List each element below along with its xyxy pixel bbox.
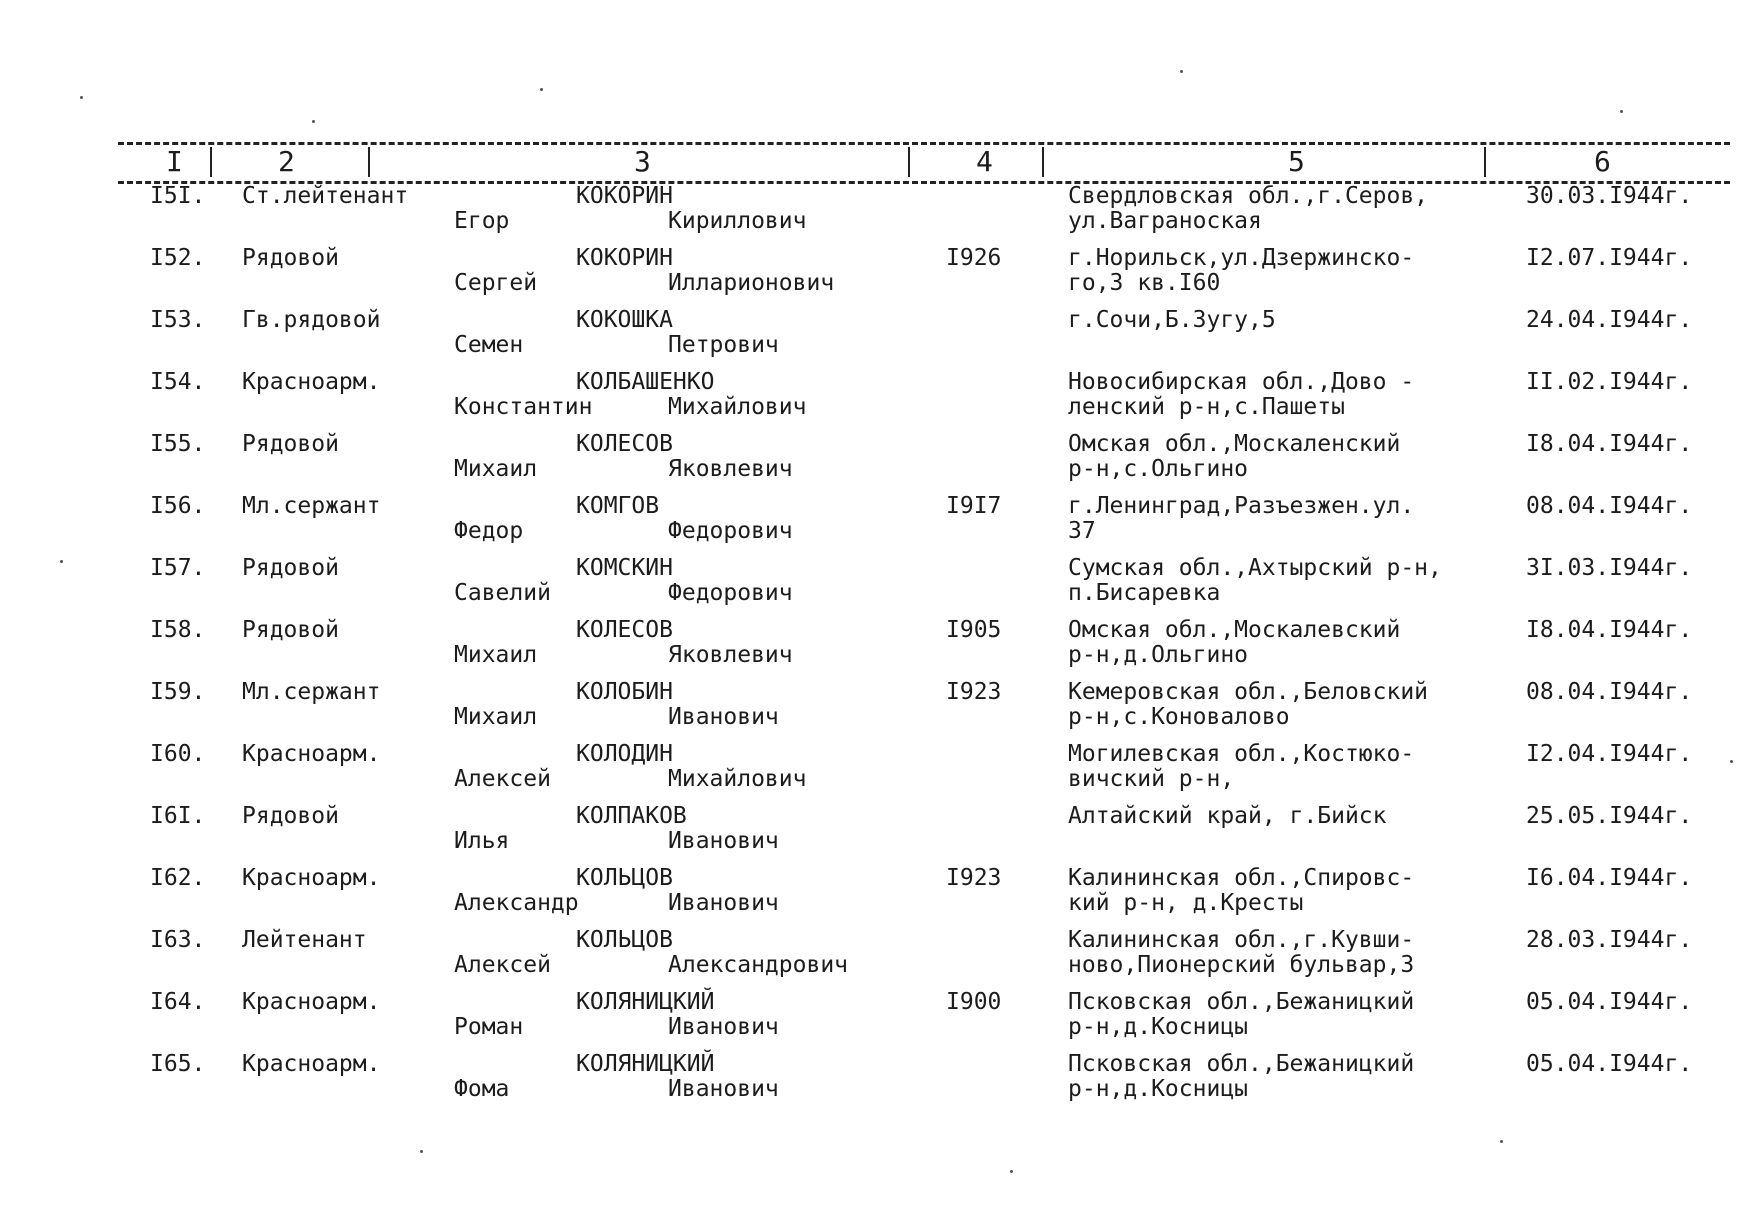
column-divider	[368, 147, 370, 177]
record-rank: Рядовой	[242, 803, 339, 829]
record-date: I8.04.I944г.	[1526, 617, 1693, 643]
record-number: I60.	[150, 741, 206, 767]
record-rank: Красноарм.	[242, 1051, 381, 1077]
record-row	[0, 246, 1748, 308]
record-number: I58.	[150, 617, 206, 643]
record-address-line2: ул.Ваграноская	[1068, 208, 1262, 234]
record-date: II.02.I944г.	[1526, 369, 1693, 395]
record-given-name: Михаил	[454, 642, 538, 668]
scan-speck	[420, 1150, 423, 1153]
record-date: I2.04.I944г.	[1526, 741, 1693, 767]
record-given-name: Алексей	[454, 952, 551, 978]
record-rank: Мл.сержант	[242, 493, 381, 519]
record-birth-year: I905	[946, 617, 1002, 643]
record-number: I6I.	[150, 803, 206, 829]
record-number: I55.	[150, 431, 206, 457]
record-address-line2: кий р-н, д.Кресты	[1068, 890, 1304, 916]
record-patronymic: Иванович	[668, 828, 779, 854]
record-patronymic: Федорович	[668, 518, 793, 544]
record-address-line2: го,3 кв.I60	[1068, 270, 1221, 296]
scan-speck	[1620, 110, 1623, 113]
record-date: 28.03.I944г.	[1526, 927, 1693, 953]
record-address-line1: г.Сочи,Б.Зугу,5	[1068, 307, 1276, 333]
record-given-name: Егор	[454, 208, 510, 234]
record-birth-year: I9I7	[946, 493, 1002, 519]
record-row	[0, 370, 1748, 432]
record-number: I64.	[150, 989, 206, 1015]
record-row	[0, 1052, 1748, 1114]
column-header-4: 4	[976, 145, 993, 178]
record-number: I65.	[150, 1051, 206, 1077]
record-given-name: Фома	[454, 1076, 510, 1102]
record-patronymic: Яковлевич	[668, 642, 793, 668]
column-header-1: I	[166, 145, 183, 178]
record-birth-year: I923	[946, 679, 1002, 705]
record-row	[0, 928, 1748, 990]
record-surname: КОЛЯНИЦКИЙ	[576, 989, 715, 1015]
record-rank: Красноарм.	[242, 865, 381, 891]
record-date: 25.05.I944г.	[1526, 803, 1693, 829]
column-divider	[908, 147, 910, 177]
record-number: I56.	[150, 493, 206, 519]
record-given-name: Илья	[454, 828, 510, 854]
record-address-line2: р-н,д.Ольгино	[1068, 642, 1249, 668]
record-given-name: Михаил	[454, 456, 538, 482]
record-row	[0, 494, 1748, 556]
record-row	[0, 680, 1748, 742]
record-address-line2: р-н,д.Косницы	[1068, 1076, 1249, 1102]
record-surname: КОКОРИН	[576, 183, 673, 209]
record-date: 08.04.I944г.	[1526, 679, 1693, 705]
column-divider	[1484, 147, 1486, 177]
record-address-line2: п.Бисаревка	[1068, 580, 1221, 606]
record-surname: КОЛЬЦОВ	[576, 927, 673, 953]
record-number: I54.	[150, 369, 206, 395]
record-address-line1: Калининская обл.,г.Кувши-	[1068, 927, 1415, 953]
record-surname: КОЛЕСОВ	[576, 431, 673, 457]
record-rank: Рядовой	[242, 245, 339, 271]
record-rank: Рядовой	[242, 555, 339, 581]
record-patronymic: Александрович	[668, 952, 849, 978]
record-row	[0, 308, 1748, 370]
column-divider	[210, 147, 212, 177]
record-patronymic: Яковлевич	[668, 456, 793, 482]
record-address-line1: Новосибирская обл.,Дово -	[1068, 369, 1415, 395]
record-date: 05.04.I944г.	[1526, 1051, 1693, 1077]
record-address-line1: Псковская обл.,Бежаницкий	[1068, 989, 1415, 1015]
record-row	[0, 432, 1748, 494]
record-address-line2: 37	[1068, 518, 1096, 544]
record-birth-year: I926	[946, 245, 1002, 271]
record-number: I63.	[150, 927, 206, 953]
record-address-line1: Калининская обл.,Спировс-	[1068, 865, 1415, 891]
record-rank: Рядовой	[242, 431, 339, 457]
record-given-name: Федор	[454, 518, 524, 544]
record-given-name: Константин	[454, 394, 593, 420]
record-surname: КОЛПАКОВ	[576, 803, 687, 829]
record-address-line1: Алтайский край, г.Бийск	[1068, 803, 1387, 829]
record-address-line1: г.Норильск,ул.Дзержинско-	[1068, 245, 1415, 271]
record-date: 05.04.I944г.	[1526, 989, 1693, 1015]
record-patronymic: Кириллович	[668, 208, 807, 234]
record-row	[0, 804, 1748, 866]
record-address-line2: р-н,д.Косницы	[1068, 1014, 1249, 1040]
record-given-name: Алексей	[454, 766, 551, 792]
record-rank: Красноарм.	[242, 369, 381, 395]
column-header-5: 5	[1288, 145, 1305, 178]
record-surname: КОМГОВ	[576, 493, 660, 519]
record-row	[0, 866, 1748, 928]
column-header-6: 6	[1594, 145, 1611, 178]
record-patronymic: Федорович	[668, 580, 793, 606]
record-address-line1: Свердловская обл.,г.Серов,	[1068, 183, 1429, 209]
scan-speck	[1180, 70, 1183, 73]
record-address-line1: Сумская обл.,Ахтырский р-н,	[1068, 555, 1442, 581]
record-number: I52.	[150, 245, 206, 271]
record-date: I2.07.I944г.	[1526, 245, 1693, 271]
record-rank: Мл.сержант	[242, 679, 381, 705]
scan-speck	[312, 120, 315, 123]
record-birth-year: I900	[946, 989, 1002, 1015]
column-header-2: 2	[278, 145, 295, 178]
record-address-line2: вичский р-н,	[1068, 766, 1235, 792]
record-date: 24.04.I944г.	[1526, 307, 1693, 333]
record-address-line1: Омская обл.,Москаленский	[1068, 431, 1401, 457]
record-surname: КОЛЬЦОВ	[576, 865, 673, 891]
record-given-name: Сергей	[454, 270, 538, 296]
record-patronymic: Иванович	[668, 1014, 779, 1040]
column-header-3: 3	[634, 145, 651, 178]
records-list	[0, 184, 1748, 1114]
record-number: I5I.	[150, 183, 206, 209]
record-address-line1: Кемеровская обл.,Беловский	[1068, 679, 1429, 705]
record-number: I57.	[150, 555, 206, 581]
record-rank: Лейтенант	[242, 927, 367, 953]
record-patronymic: Михайлович	[668, 766, 807, 792]
record-given-name: Семен	[454, 332, 524, 358]
scan-speck	[60, 560, 63, 563]
record-surname: КОЛОДИН	[576, 741, 673, 767]
record-date: I6.04.I944г.	[1526, 865, 1693, 891]
record-row	[0, 990, 1748, 1052]
scan-speck	[540, 88, 543, 91]
record-patronymic: Илларионович	[668, 270, 835, 296]
scan-speck	[80, 96, 83, 99]
record-number: I53.	[150, 307, 206, 333]
record-row	[0, 618, 1748, 680]
record-row	[0, 556, 1748, 618]
record-rank: Гв.рядовой	[242, 307, 381, 333]
record-address-line2: р-н,с.Коновалово	[1068, 704, 1290, 730]
record-address-line2: р-н,с.Ольгино	[1068, 456, 1249, 482]
scan-speck	[1500, 1140, 1503, 1143]
record-surname: КОЛЕСОВ	[576, 617, 673, 643]
record-rank: Красноарм.	[242, 741, 381, 767]
record-number: I62.	[150, 865, 206, 891]
record-patronymic: Иванович	[668, 890, 779, 916]
record-rank: Ст.лейтенант	[242, 183, 409, 209]
record-rank: Рядовой	[242, 617, 339, 643]
record-patronymic: Михайлович	[668, 394, 807, 420]
record-given-name: Роман	[454, 1014, 524, 1040]
record-date: 3I.03.I944г.	[1526, 555, 1693, 581]
record-surname: КОКОШКА	[576, 307, 673, 333]
record-address-line2: ленский р-н,с.Пашеты	[1068, 394, 1345, 420]
record-address-line1: Могилевская обл.,Костюко-	[1068, 741, 1415, 767]
record-birth-year: I923	[946, 865, 1002, 891]
record-number: I59.	[150, 679, 206, 705]
record-date: 08.04.I944г.	[1526, 493, 1693, 519]
record-given-name: Михаил	[454, 704, 538, 730]
record-date: I8.04.I944г.	[1526, 431, 1693, 457]
record-address-line2: ново,Пионерский бульвар,3	[1068, 952, 1415, 978]
record-surname: КОМСКИН	[576, 555, 673, 581]
record-row	[0, 742, 1748, 804]
record-date: 30.03.I944г.	[1526, 183, 1693, 209]
column-divider	[1042, 147, 1044, 177]
record-surname: КОКОРИН	[576, 245, 673, 271]
record-row	[0, 184, 1748, 246]
record-given-name: Савелий	[454, 580, 551, 606]
record-given-name: Александр	[454, 890, 579, 916]
record-surname: КОЛОБИН	[576, 679, 673, 705]
record-patronymic: Иванович	[668, 704, 779, 730]
record-address-line1: г.Ленинград,Разъезжен.ул.	[1068, 493, 1415, 519]
record-address-line1: Псковская обл.,Бежаницкий	[1068, 1051, 1415, 1077]
record-rank: Красноарм.	[242, 989, 381, 1015]
record-surname: КОЛБАШЕНКО	[576, 369, 715, 395]
record-surname: КОЛЯНИЦКИЙ	[576, 1051, 715, 1077]
scan-speck	[1010, 1170, 1013, 1173]
column-header-row	[118, 142, 1730, 184]
record-patronymic: Иванович	[668, 1076, 779, 1102]
record-address-line1: Омская обл.,Москалевский	[1068, 617, 1401, 643]
scan-speck	[1730, 760, 1733, 763]
record-patronymic: Петрович	[668, 332, 779, 358]
